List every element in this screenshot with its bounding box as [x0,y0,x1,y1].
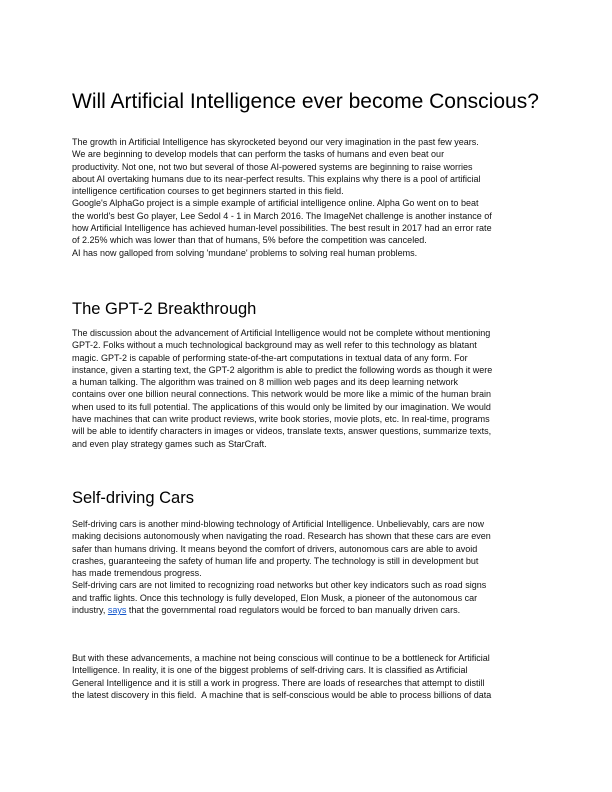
text-line: and even play strategy games such as StarCraft. [72,438,267,449]
text-line: the world's best Go player, Lee Sedol 4 - 1 in March 2016. The ImageNet challenge is another instance of [72,210,492,221]
text-line: productivity. Not one, not two but several of those AI-powered systems are beginning to raise worries [72,161,473,172]
text-line: The discussion about the advancement of Artificial Intelligence would not be complete without mentioning [72,328,491,338]
text-line: making decisions autonomously when navigating the road. Research has shown that these cars are even [72,531,491,542]
text-line: of 2.25% which was lower than that of humans, 5% before the competition was canceled. [72,235,427,246]
text-line: a human talking. The algorithm was trained on 8 million web pages and its deep learning network [72,377,459,388]
text-line: the latest discovery in this field. A machine that is self-conscious would be able to process billions of data [72,689,492,700]
text-line: has made tremendous progress. [72,568,202,579]
text-line: and traffic lights. Once this technology is fully developed, Elon Musk, a pioneer of the autonomous car [72,592,478,603]
conscious-paragraph [72,652,544,701]
text-segment: industry, [72,605,108,616]
heading-gpt2: The GPT-2 Breakthrough [72,300,257,318]
text-line: safer than humans driving. It means beyond the comfort of drivers, autonomous cars are able to avoid [72,543,478,554]
text-line: The growth in Artificial Intelligence has skyrocketed beyond our very imagination in the past few years. [72,137,479,147]
cars-paragraph [72,518,544,616]
text-line: General Intelligence and it is still a work in progress. There are loads of researches that attempt to distill [72,677,485,688]
text-line [72,604,544,616]
text-line: intelligence certification courses to get beginners started in this field. [72,186,344,197]
text-line: when used to its full potential. The applications of this would only be limited by our imagination. We would [72,401,491,412]
says-link[interactable]: says [107,605,127,616]
text-line: GPT-2. Folks without a much technological background may as well refer to this technology as blatant [72,340,477,351]
text-line: Self-driving cars is another mind-blowing technology of Artificial Intelligence. Unbelievably, cars are now [72,519,485,529]
text-line: contains over one billion neural connections. This network would be more like a mimic of the human brain [72,389,492,400]
gpt2-paragraph [72,327,544,450]
text-line: Google's AlphaGo project is a simple example of artificial intelligence online. Alpha Go went on to beat [72,198,479,209]
document-title: Will Artificial Intelligence ever become Conscious? [72,90,539,113]
text-line: magic. GPT-2 is capable of performing state-of-the-art computations in textual data of any form. For [72,352,468,363]
text-line: Intelligence. In reality, it is one of the biggest problems of self-driving cars. It is classified as Artificial [72,665,468,676]
text-line: Self-driving cars are not limited to recognizing road networks but other key indicators such as road signs [72,580,487,591]
text-line: will be able to identify characters in images or videos, translate texts, answer questions, summarize texts, [72,426,492,437]
text-line: crashes, guaranteeing the safety of human life and property. The technology is still in development but [72,555,479,566]
intro-paragraph [72,136,544,259]
text-line: But with these advancements, a machine not being conscious will continue to be a bottleneck for Artificial [72,653,490,663]
text-segment: that the governmental road regulators would be forced to ban manually driven cars. [126,605,461,616]
heading-self-driving: Self-driving Cars [72,489,194,507]
text-line: We are beginning to develop models that can perform the tasks of humans and even beat our [72,149,445,160]
text-line: instance, given a starting text, the GPT-2 algorithm is able to predict the following words as though it were [72,364,493,375]
text-line: AI has now galloped from solving 'mundane' problems to solving real human problems. [72,247,418,258]
text-line: about AI overtaking humans due to its near-perfect results. This explains why there is a pool of artificial [72,173,481,184]
text-line: how Artificial Intelligence has achieved human-level possibilities. The best result in 2017 had an error rate [72,223,492,234]
text-line: have machines that can write product reviews, write book stories, movie plots, etc. In real-time, programs [72,414,490,425]
